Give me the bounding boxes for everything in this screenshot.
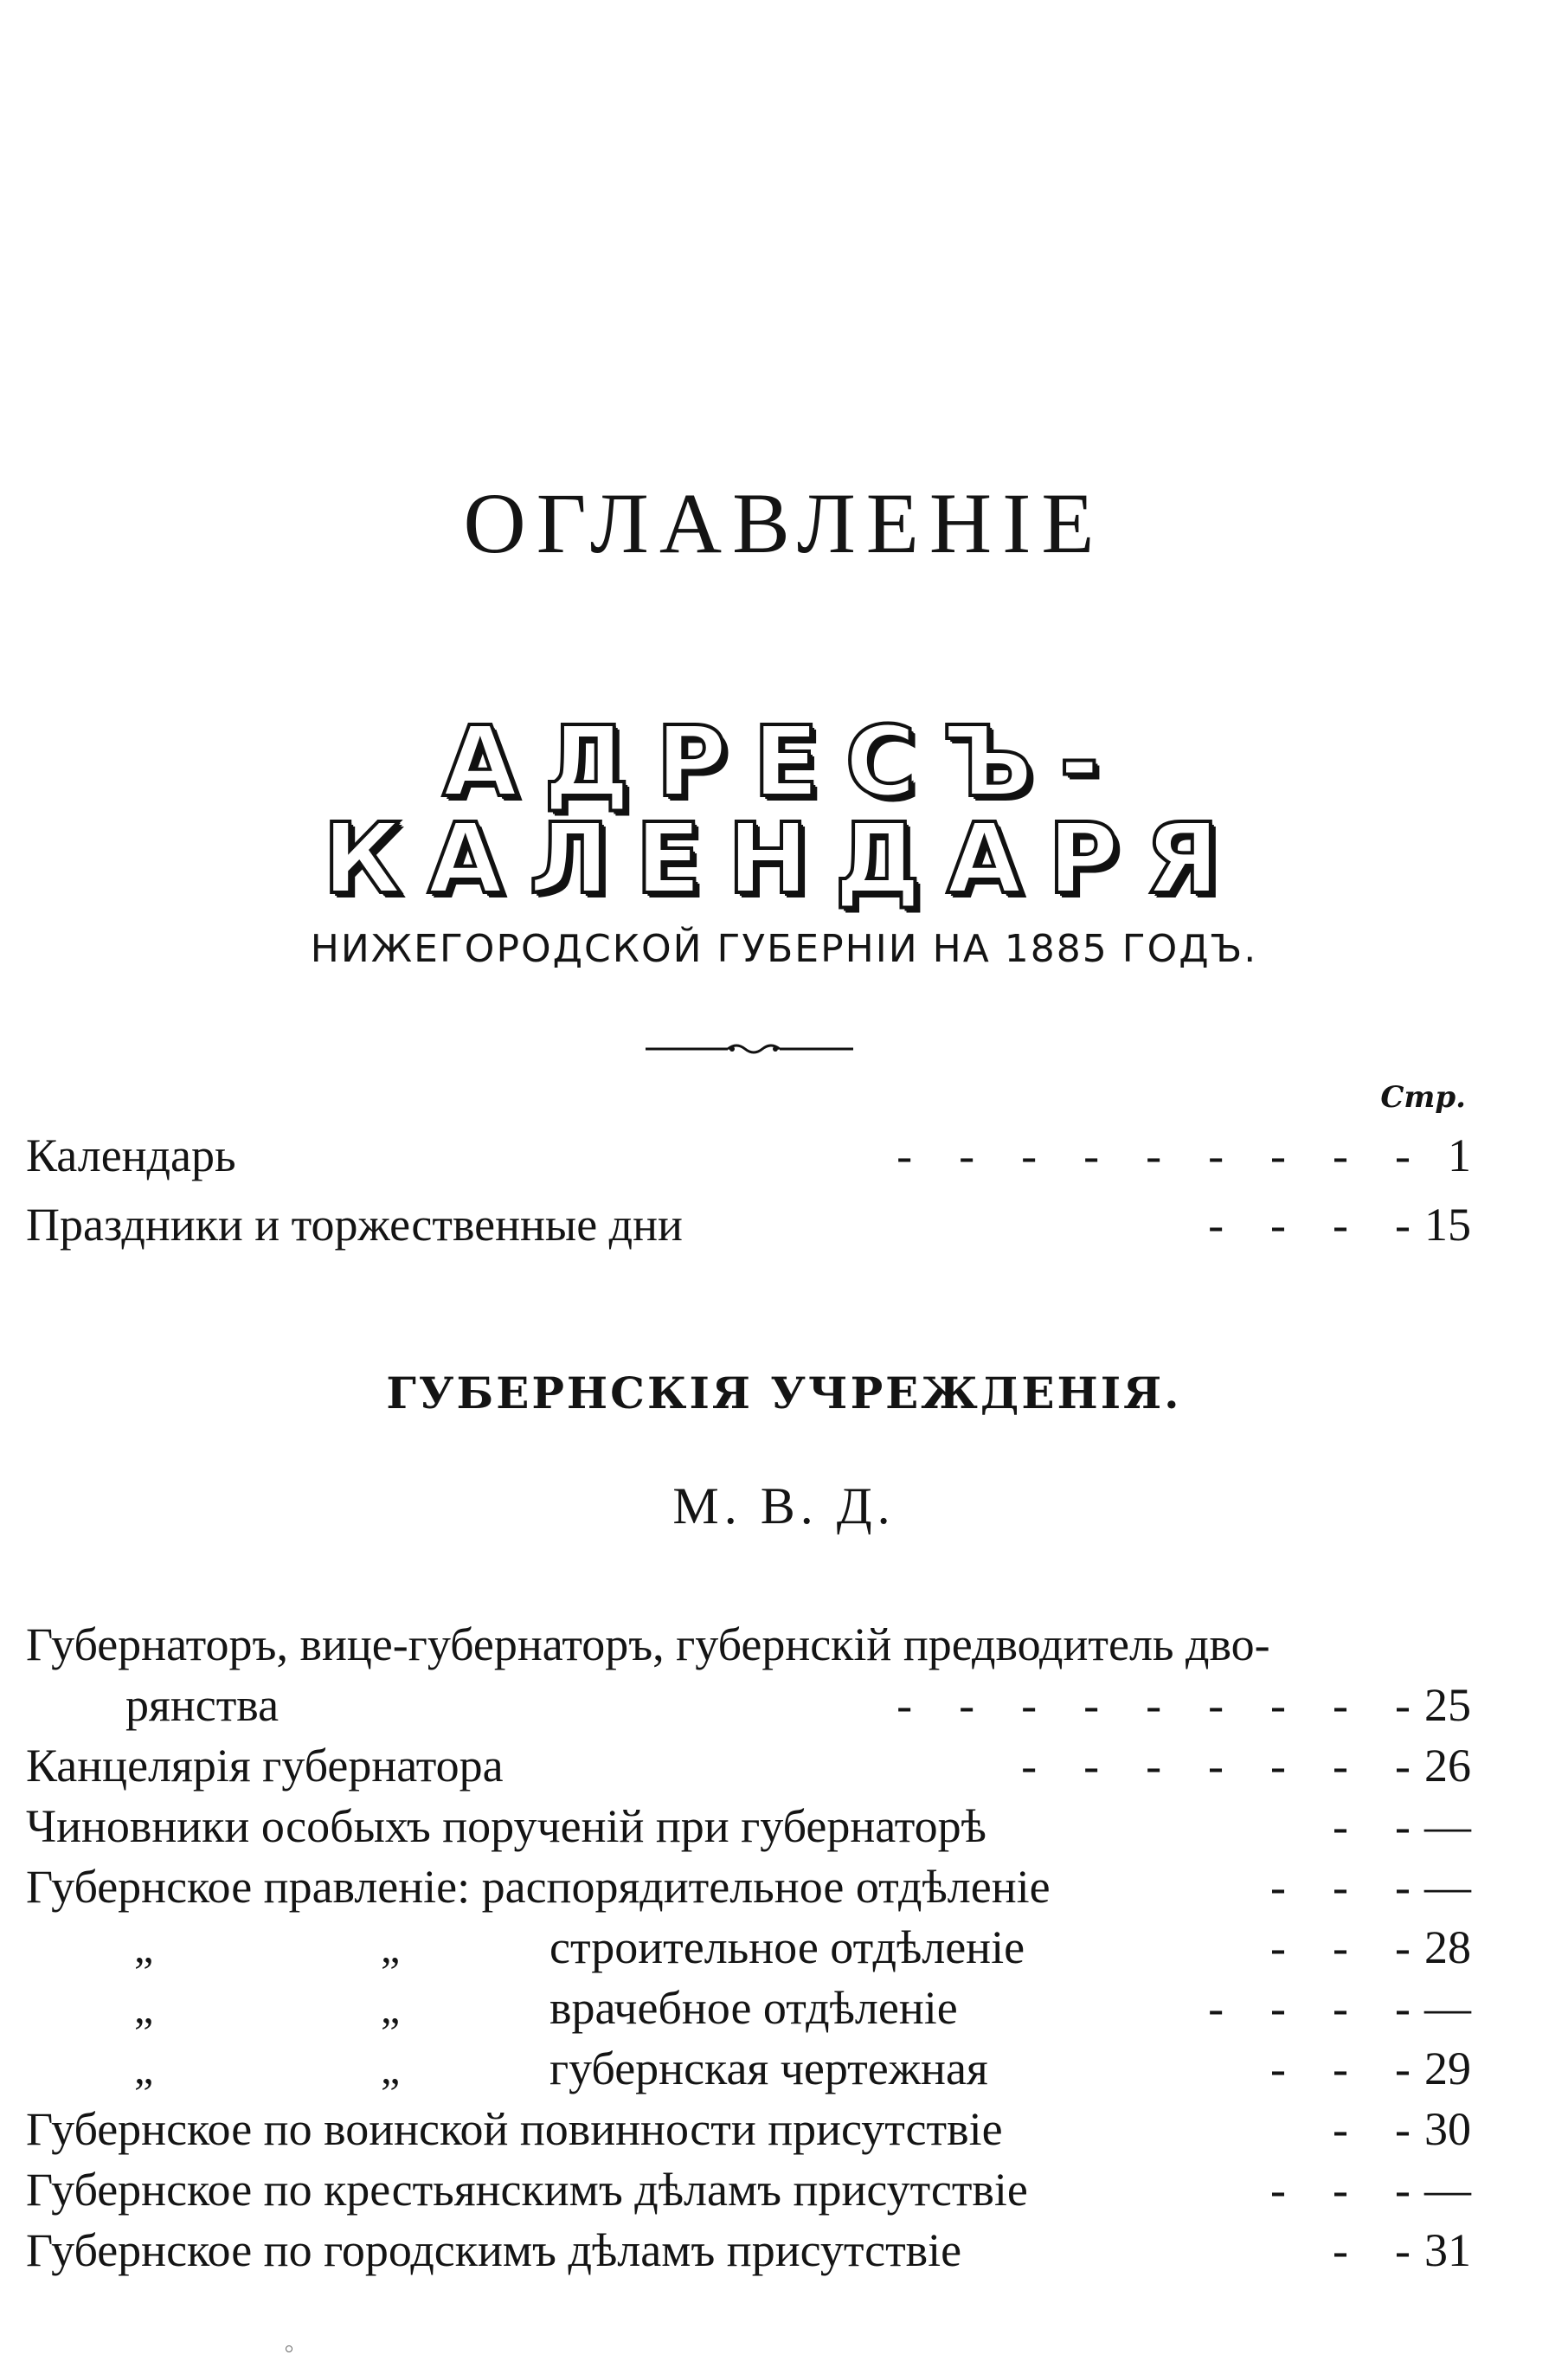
leader-dots: - - -: [1270, 2043, 1411, 2094]
toc-entry-label: Губернское по городскимъ дѣламъ присутствіе: [26, 2224, 962, 2276]
toc-entry-label: рянства: [125, 1679, 280, 1731]
toc-entry-label: губернская чертежная: [549, 2043, 988, 2094]
toc-entry-page: —: [1424, 1982, 1471, 2034]
leader-dots: - - -: [1270, 2164, 1411, 2216]
toc-entry-label: Канцелярія губернатора: [26, 1740, 504, 1792]
ditto-mark: „: [381, 1984, 401, 2032]
toc-entry-page: —: [1424, 1861, 1471, 1913]
toc-entry: [26, 1800, 1471, 1852]
toc-entry-page: 26: [1424, 1740, 1471, 1792]
ditto-mark: „: [134, 2044, 154, 2093]
leader-dots: - -: [1333, 2224, 1411, 2276]
toc-entry-label: Губернское по воинской повинности присутствіе: [26, 2103, 1003, 2155]
stray-ink-mark: [286, 2345, 292, 2352]
toc-entry-page: 1: [1448, 1129, 1471, 1181]
toc-entry-label: Праздники и торжественные дни: [26, 1199, 683, 1251]
toc-entry-page: 30: [1424, 2103, 1471, 2155]
page-column-label: Стр.: [1380, 1080, 1466, 1115]
ditto-mark: „: [381, 2044, 401, 2093]
toc-entry-page: —: [1424, 2164, 1471, 2216]
toc-entry: [26, 2043, 1471, 2094]
toc-entry-label: Календарь: [26, 1129, 236, 1181]
toc-entry-label: Чиновники особыхъ порученій при губернаторѣ: [26, 1800, 987, 1852]
leader-dots: - - - - - - - - -: [896, 1679, 1411, 1731]
toc-entry: [26, 1740, 1471, 1792]
section-heading: ГУБЕРНСКІЯ УЧРЕЖДЕНІЯ.: [386, 1367, 1182, 1419]
leader-dots: - - -: [1270, 1921, 1411, 1973]
page-title: ОГЛАВЛЕНІЕ: [463, 475, 1105, 571]
leader-dots: - - - -: [1208, 1982, 1411, 2034]
toc-entry: [26, 1921, 1471, 1973]
toc-entry-governor-line1: Губернаторъ, вице-губернаторъ, губернскій предводитель дво-: [26, 1618, 1270, 1670]
ornament-divider: [646, 1041, 853, 1057]
toc-entry-page: 29: [1424, 2043, 1471, 2094]
ditto-mark: „: [381, 1923, 401, 1972]
ditto-mark: „: [134, 1923, 154, 1972]
region-line: НИЖЕГОРОДСКОЙ ГУБЕРНІИ НА 1885 ГОДЪ.: [310, 927, 1258, 971]
leader-dots: - -: [1333, 2103, 1411, 2155]
toc-entry: [26, 1861, 1471, 1913]
toc-entry-label: Губернское по крестьянскимъ дѣламъ присутствіе: [26, 2164, 1028, 2216]
toc-entry-label: Губернское правленіе: распорядительное отдѣленіе: [26, 1861, 1051, 1913]
leader-dots: - - -: [1270, 1861, 1411, 1913]
toc-entry: [26, 2164, 1471, 2216]
toc-entry-page: 25: [1424, 1679, 1471, 1731]
toc-entry-page: —: [1424, 1800, 1471, 1852]
toc-entry-label: врачебное отдѣленіе: [549, 1982, 958, 2034]
toc-entry: [26, 1982, 1471, 2034]
leader-dots: - - - - - - -: [1021, 1740, 1411, 1792]
page-subtitle: АДРЕСЪ-КАЛЕНДАРЯ: [322, 706, 1246, 916]
leader-dots: - - - - - - - - -: [896, 1129, 1411, 1181]
toc-entry-governor-line2: [26, 1679, 1471, 1731]
toc-entry-label: строительное отдѣленіе: [549, 1921, 1025, 1973]
ministry-heading: М. В. Д.: [672, 1477, 896, 1534]
toc-entry: [26, 1129, 1471, 1181]
toc-entry-page: 15: [1424, 1199, 1471, 1251]
ditto-mark: „: [134, 1984, 154, 2032]
leader-dots: - - - -: [1208, 1199, 1411, 1251]
toc-entry-page: 28: [1424, 1921, 1471, 1973]
leader-dots: - -: [1333, 1800, 1411, 1852]
toc-entry: [26, 2103, 1471, 2155]
toc-entry: [26, 1199, 1471, 1251]
toc-entry-page: 31: [1424, 2224, 1471, 2276]
toc-entry: [26, 2224, 1471, 2276]
